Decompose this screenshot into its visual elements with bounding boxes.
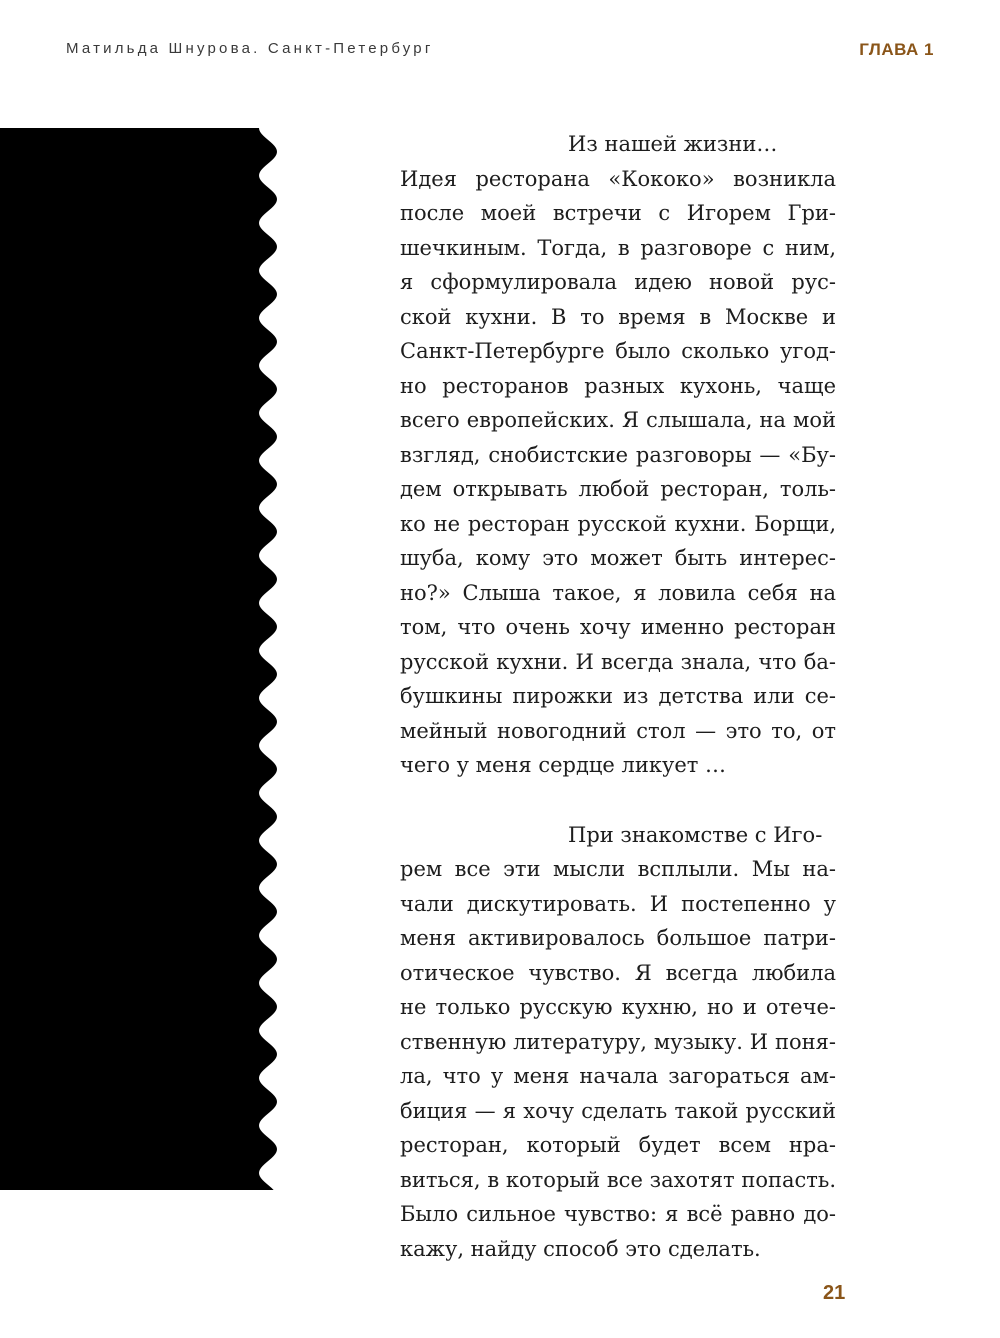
text-line: биция — я хочу сделать такой русский: [400, 1098, 836, 1123]
text-line: ла, что у меня начала загораться ам-: [400, 1064, 836, 1088]
decorative-wavy-band: [0, 128, 290, 1190]
text-line: ко не ресторан русской кухни. Борщи,: [400, 511, 836, 536]
text-line: дем открывать любой ресторан, толь-: [400, 477, 836, 501]
text-line: русской кухни. И всегда знала, что ба-: [400, 649, 836, 674]
body-text: [400, 127, 836, 1266]
text-line: я сформулировала идею новой рус-: [400, 270, 836, 294]
text-line: рем все эти мысли всплыли. Мы на-: [400, 857, 836, 881]
text-line: взгляд, снобистские разговоры — «Бу-: [400, 442, 836, 467]
text-line: шуба, кому это может быть интерес-: [400, 546, 836, 570]
wavy-band-shape: [0, 128, 290, 1190]
text-line: но?» Слыша такое, я ловила себя на: [400, 580, 836, 605]
text-line: Идея ресторана «Кококо» возникла: [400, 166, 836, 191]
running-title: Матильда Шнурова. Санкт-Петербург: [66, 40, 434, 57]
text-line: всего европейских. Я слышала, на мой: [400, 408, 836, 432]
text-line: Из нашей жизни…: [568, 132, 778, 156]
chapter-label: ГЛАВА 1: [859, 40, 934, 59]
text-line: Санкт-Петербурге было сколько угод-: [400, 339, 836, 363]
text-line: не только русскую кухню, но и отече-: [400, 995, 836, 1019]
text-line: ресторан, который будет всем нра-: [400, 1133, 836, 1157]
text-line: чали дискутировать. И постепенно у: [400, 891, 836, 916]
text-line: виться, в который все захотят попасть.: [400, 1167, 836, 1192]
text-line: после моей встречи с Игорем Гри-: [400, 201, 836, 225]
text-line: ской кухни. В то время в Москве и: [400, 304, 836, 329]
text-line: При знакомстве с Иго-: [568, 822, 823, 847]
text-line: мейный новогодний стол — это то, от: [400, 718, 836, 743]
paragraph-1: [400, 127, 836, 783]
text-line: шечкиным. Тогда, в разговоре с ним,: [400, 235, 836, 260]
text-line: кажу, найду способ это сделать.: [400, 1236, 761, 1261]
page-number: 21: [823, 1282, 846, 1304]
text-line: меня активировалось большое патри-: [400, 926, 836, 950]
text-line: отическое чувство. Я всегда любила: [400, 960, 836, 985]
text-line: чего у меня сердце ликует …: [400, 753, 727, 777]
text-line: ственную литературу, музыку. И поня-: [400, 1029, 836, 1054]
paragraph-2: [400, 818, 836, 1267]
text-line: но ресторанов разных кухонь, чаще: [400, 373, 836, 398]
text-line: том, что очень хочу именно ресторан: [400, 615, 836, 639]
text-line: Было сильное чувство: я всё равно до-: [400, 1202, 836, 1226]
text-line: бушкины пирожки из детства или се-: [400, 684, 836, 708]
